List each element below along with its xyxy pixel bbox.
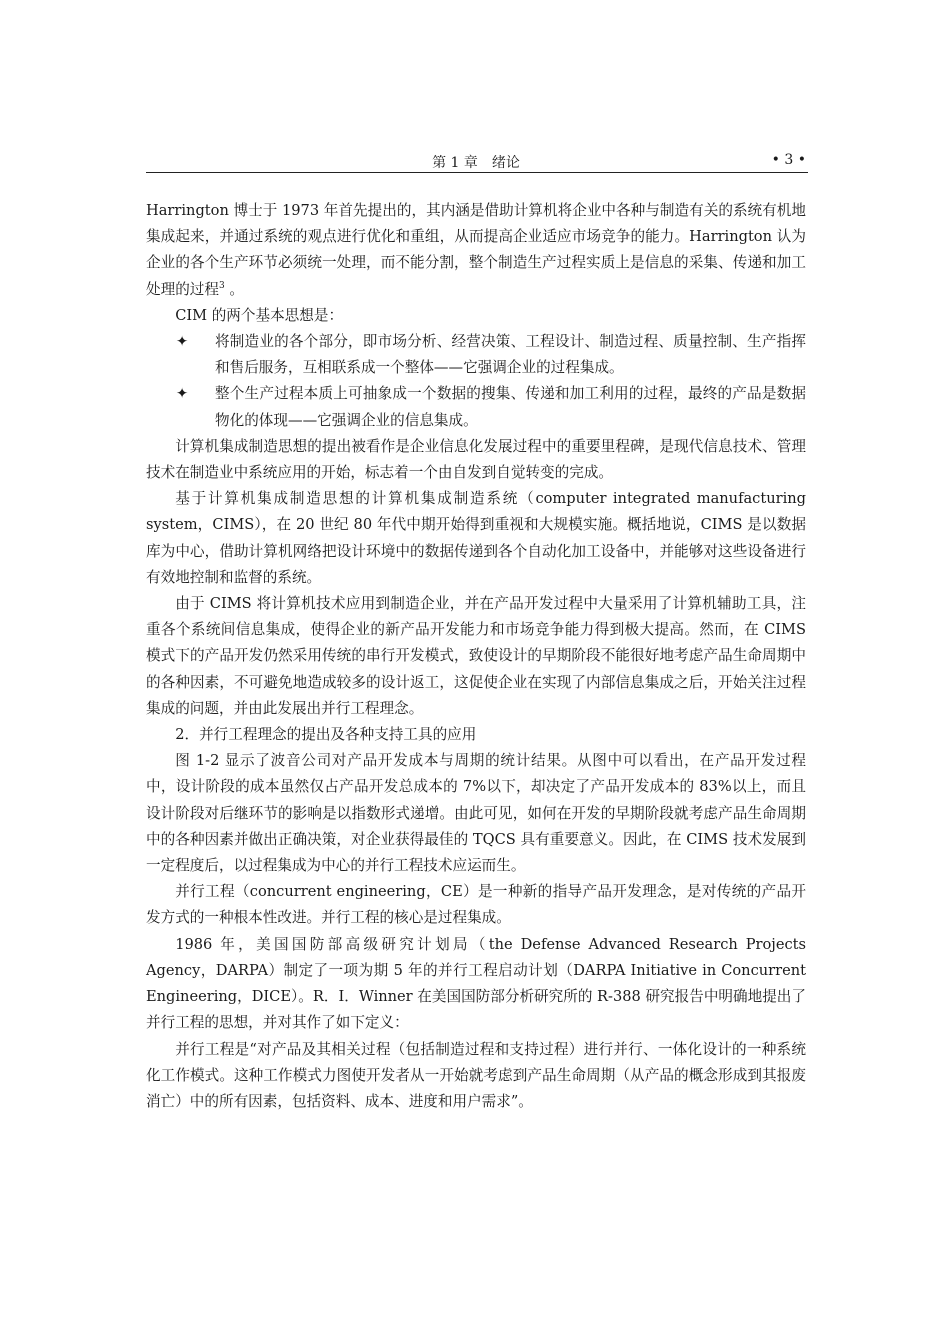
chapter-title: 第 1 章 绪论 xyxy=(432,155,520,171)
header-rule xyxy=(146,172,808,173)
paragraph-text: Harrington 博士于 1973 年首先提出的，其内涵是借助计算机将企业中各种与制造有关的系统有机地集成起来，并通过系统的观点进行优化和重组，从而提高企业适应市场竞争的能力。Harrington 认为企业的各个生产环节必须统一处理，而不能分割，整个制造生产过程实质上是信息的采集、传递和加工处理的过程 xyxy=(146,202,806,298)
paragraph xyxy=(146,932,806,1037)
paragraph xyxy=(146,303,806,329)
paragraph xyxy=(146,879,806,931)
bullet-text: 整个生产过程本质上可抽象成一个数据的搜集、传递和加工利用的过程，最终的产品是数据物化的体现——它强调企业的信息集成。 xyxy=(215,385,806,429)
paragraph-text: 1986 年，美国国防部高级研究计划局（the Defense Advanced Research Projects Agency，DARPA）制定了一项为期 5 年的并行工程启动计划（DARPA Initiative in Concurrent Engineering，DICE）。R．I．Winner 在美国国防部分析研究所的 R-388 研究报告中明确地提出了并行工程的思想，并对其作了如下定义： xyxy=(146,935,806,1032)
running-header xyxy=(146,152,806,172)
bullet-mark: ✦ xyxy=(176,333,189,351)
paragraph-text: 并行工程是“对产品及其相关过程（包括制造过程和支持过程）进行并行、一体化设计的一种系统化工作模式。这种工作模式力图使开发者从一开始就考虑到产品生命周期（从产品的概念形成到其报废消亡）中的所有因素，包括资料、成本、进度和用户需求”。 xyxy=(146,1040,806,1110)
bullet-item xyxy=(146,381,806,433)
paragraph-text: 计算机集成制造思想的提出被看作是企业信息化发展过程中的重要里程碑，是现代信息技术、管理技术在制造业中系统应用的开始，标志着一个由自发到自觉转变的完成。 xyxy=(146,437,806,482)
paragraph xyxy=(146,591,806,722)
reference-mark: 3 xyxy=(218,280,225,291)
paragraph-text: 基于计算机集成制造思想的计算机集成制造系统（computer integrated manufacturing system，CIMS），在 20 世纪 80 年代中期开始得到重视和大规模实施。概括地说，CIMS 是以数据库为中心，借助计算机网络把设计环境中的数据传递到各个自动化加工设备中，并能够对这些设备进行有效地控制和监督的系统。 xyxy=(146,490,806,586)
page-number: • 3 • xyxy=(771,152,806,168)
paragraph-text: 图 1-2 显示了波音公司对产品开发成本与周期的统计结果。从图中可以看出，在产品开发过程中，设计阶段的成本虽然仅占产品开发总成本的 7%以下，却决定了产品开发成本的 83%以上，而且设计阶段对后继环节的影响是以指数形式递增。由此可见，如何在开发的早期阶段就考虑产品生命周期中的各种因素并做出正确决策，对企业获得最佳的 TQCS 具有重要意义。因此，在 CIMS 技术发展到一定程度后，以过程集成为中心的并行工程技术应运而生。 xyxy=(146,752,806,875)
paragraph-text: 并行工程（concurrent engineering，CE）是一种新的指导产品开发理念，是对传统的产品开发方式的一种根本性改进。并行工程的核心是过程集成。 xyxy=(146,883,806,927)
bullet-mark: ✦ xyxy=(176,385,189,403)
paragraph xyxy=(146,198,806,303)
paragraph xyxy=(146,722,806,748)
paragraph xyxy=(146,1037,806,1116)
paragraph-tail: 。 xyxy=(224,280,244,298)
paragraph-text: 2．并行工程理念的提出及各种支持工具的应用 xyxy=(175,726,477,744)
paragraph xyxy=(146,434,806,486)
bullet-text: 将制造业的各个部分，即市场分析、经营决策、工程设计、制造过程、质量控制、生产指挥和售后服务，互相联系成一个整体——它强调企业的过程集成。 xyxy=(215,333,806,377)
paragraph xyxy=(146,486,806,591)
body-text xyxy=(146,198,806,1115)
paragraph-text: 由于 CIMS 将计算机技术应用到制造企业，并在产品开发过程中大量采用了计算机辅助工具，注重各个系统间信息集成，使得企业的新产品开发能力和市场竞争能力得到极大提高。然而，在 CIMS 模式下的产品开发仍然采用传统的串行开发模式，致使设计的早期阶段不能很好地考虑产品生命周期中的各种因素，不可避免地造成较多的设计返工，这促使企业在实现了内部信息集成之后，开始关注过程集成的问题，并由此发展出并行工程理念。 xyxy=(146,595,806,717)
bullet-item xyxy=(146,329,806,381)
paragraph-text: CIM 的两个基本思想是： xyxy=(175,306,344,324)
paragraph xyxy=(146,748,806,879)
